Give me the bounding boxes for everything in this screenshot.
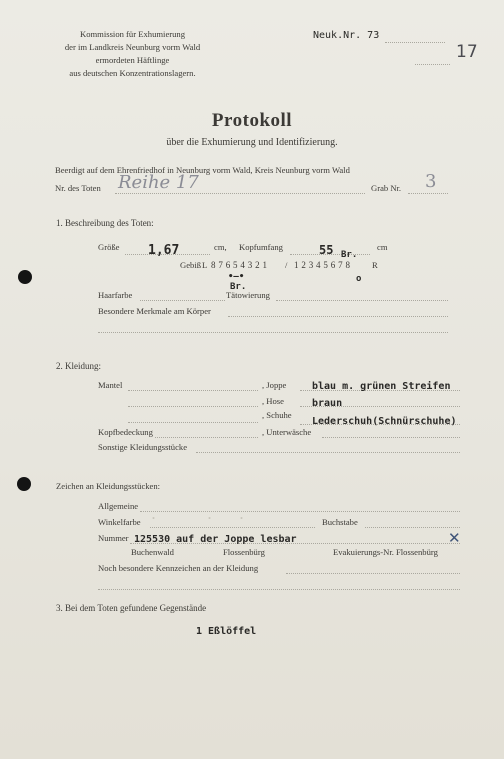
section-1-heading: 1. Beschreibung des Toten: xyxy=(56,218,154,228)
dead-number-label: Nr. des Toten xyxy=(55,183,101,193)
dead-number-value: Reihe 17 xyxy=(118,172,199,193)
headwear-label: Kopfbedeckung xyxy=(98,427,153,437)
org-line: aus deutschen Konzentrationslagern. xyxy=(69,68,196,78)
faint-marks: • xyxy=(208,513,212,523)
head-circumference-label: Kopfumfang xyxy=(239,242,283,252)
tattoo-label: Tätowierung xyxy=(226,290,270,300)
found-item: 1 Eßlöffel xyxy=(196,626,257,637)
trousers-label: , Hose xyxy=(262,396,284,406)
evacuation-number: Evakuierungs-Nr. Flossenbürg xyxy=(333,547,438,557)
camp-buchenwald: Buchenwald xyxy=(131,547,174,557)
faint-marks: • xyxy=(152,513,156,523)
shoes-label: , Schuhe xyxy=(262,410,292,420)
angle-color-label: Winkelfarbe xyxy=(98,517,141,527)
body-marks-label: Besondere Merkmale am Körper xyxy=(98,306,211,316)
section-2-heading: 2. Kleidung: xyxy=(56,361,101,371)
head-unit: cm xyxy=(377,242,388,252)
teeth-separator: / xyxy=(285,260,288,270)
teeth-side-r: R xyxy=(372,260,378,270)
hair-color-label: Haarfarbe xyxy=(98,290,133,300)
more-marks-label: Noch besondere Kennzeichen an der Kleidung xyxy=(98,563,259,573)
number-value: 125530 auf der Joppe lesbar xyxy=(134,534,297,545)
general-label: Allgemeine xyxy=(98,501,139,511)
teeth-chart-right: 1 2 3 4 5 6 7 8 xyxy=(294,260,351,270)
shoes-value: Lederschuh(Schnürschuhe) xyxy=(312,416,457,427)
faint-marks: • xyxy=(240,513,244,523)
punch-hole-bottom xyxy=(17,477,31,491)
clothing-marks-heading: Zeichen an Kleidungsstücken: xyxy=(56,481,161,491)
number-label: Nummer xyxy=(98,533,129,543)
org-line: der im Landkreis Neunburg vorm Wald xyxy=(64,42,201,52)
teeth-missing-mark: o xyxy=(356,274,362,284)
bridge-mark-2: Br. xyxy=(230,282,247,292)
section-3-heading: 3. Bei dem Toten gefundene Gegenstände xyxy=(56,603,207,613)
size-value: 1,67 xyxy=(148,243,180,258)
head-circumference-value: 55 xyxy=(319,243,334,257)
coat-label: Mantel xyxy=(98,380,123,390)
bridge-mark-1: Br. xyxy=(341,250,358,260)
org-header xyxy=(50,28,215,80)
teeth-marks: •—• xyxy=(228,272,245,282)
cm-label: cm, xyxy=(214,242,227,252)
grave-number-label: Grab Nr. xyxy=(371,183,402,193)
document-subtitle: über die Exhumierung und Identifizierung. xyxy=(166,137,338,148)
jacket-value: blau m. grünen Streifen xyxy=(312,381,451,392)
underwear-label: , Unterwäsche xyxy=(262,427,312,437)
trousers-value: braun xyxy=(312,398,343,409)
document-title: Protokoll xyxy=(211,110,293,131)
other-clothing-label: Sonstige Kleidungsstücke xyxy=(98,442,188,452)
jacket-label: , Joppe xyxy=(262,380,287,390)
org-line: ermordeten Häftlinge xyxy=(95,55,170,65)
camp-flossenbuerg: Flossenbürg xyxy=(223,547,265,557)
page-number: 17 xyxy=(456,42,478,62)
cross-mark: ✕ xyxy=(448,531,461,547)
teeth-side-l: L xyxy=(202,260,208,270)
teeth-label: Gebiß xyxy=(180,260,202,270)
burial-place: Beerdigt auf dem Ehrenfriedhof in Neunburg vorm Wald, Kreis Neunburg vorm Wald xyxy=(55,165,350,175)
letter-label: Buchstabe xyxy=(322,517,358,527)
size-label: Größe xyxy=(98,242,120,252)
grave-number-value: 3 xyxy=(425,171,437,192)
org-line: Kommission für Exhumierung xyxy=(79,29,186,39)
punch-hole-top xyxy=(18,270,32,284)
teeth-chart-left: 8 7 6 5 4 3 2 1 xyxy=(211,260,268,270)
reference-number: Neuk.Nr. 73 xyxy=(313,30,380,41)
